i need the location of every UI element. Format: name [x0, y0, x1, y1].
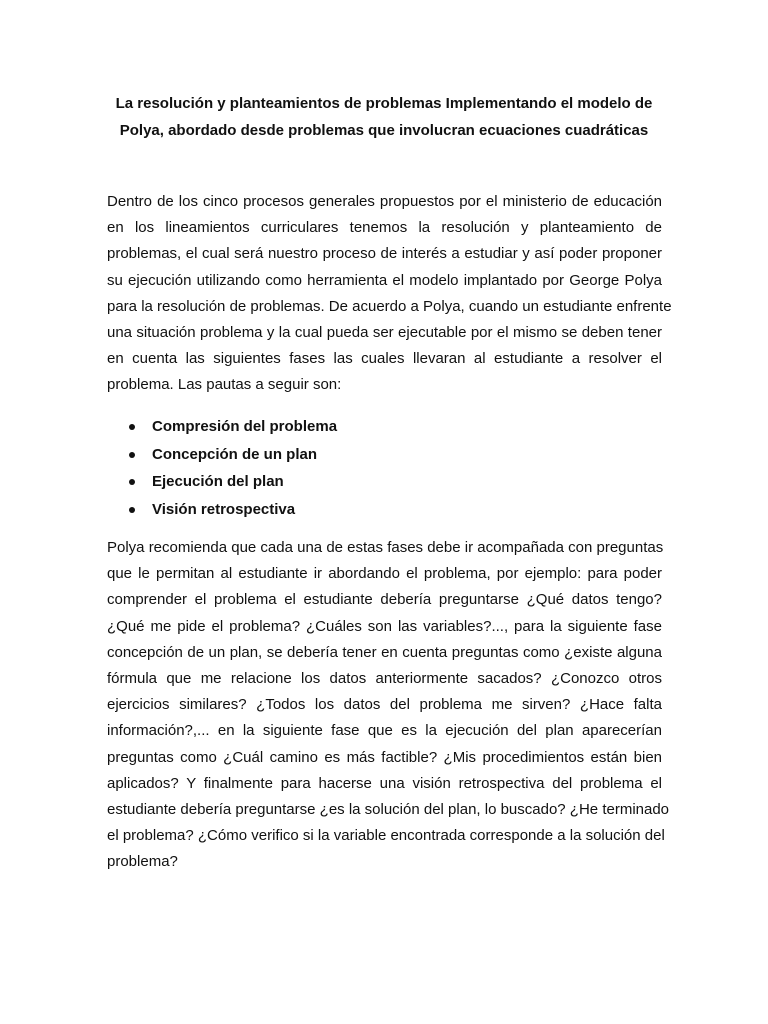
paragraph-line: en los lineamientos curriculares tenemos la resolución y planteamiento de	[107, 219, 662, 237]
paragraph-line: preguntas como ¿Cuál camino es más factible? ¿Mis procedimientos están bien	[107, 748, 662, 766]
paragraph-line: ¿Qué me pide el problema? ¿Cuáles son las variables?..., para la siguiente fase	[107, 617, 662, 635]
intro-paragraph	[107, 189, 672, 399]
paragraph-line: información?,... en la siguiente fase que es la ejecución del plan aparecerían	[107, 722, 662, 740]
paragraph-line: el problema? ¿Cómo verifico si la variable encontrada corresponde a la solución del	[107, 827, 665, 845]
paragraph-line: su ejecución utilizando como herramienta el modelo implantado por George Polya	[107, 271, 662, 289]
bullet-dot-icon	[129, 479, 135, 485]
bullet-dot-icon	[129, 452, 135, 458]
paragraph-line: en cuenta las siguientes fases las cuales llevaran al estudiante a resolver el	[107, 350, 662, 368]
bullet-item	[107, 496, 662, 524]
paragraph-line: concepción de un plan, se debería tener en cuenta preguntas como ¿existe alguna	[107, 643, 662, 661]
bullet-text: Compresión del problema	[152, 418, 338, 435]
bullet-text: Ejecución del plan	[152, 473, 284, 490]
phases-bullet-list	[107, 413, 662, 523]
questions-paragraph	[107, 535, 670, 876]
paragraph-line: comprender el problema el estudiante debería preguntarse ¿Qué datos tengo?	[107, 591, 662, 609]
paragraph-line: problema. Las pautas a seguir son:	[107, 376, 342, 394]
paragraph-line: una situación problema y la cual pueda ser ejecutable por el mismo se deben tener	[107, 324, 662, 342]
document-title	[80, 90, 688, 144]
bullet-dot-icon	[129, 424, 135, 430]
bullet-text: Concepción de un plan	[152, 445, 318, 463]
paragraph-line: estudiante debería preguntarse ¿es la solución del plan, lo buscado? ¿He terminado	[107, 801, 670, 819]
paragraph-line: para la resolución de problemas. De acuerdo a Polya, cuando un estudiante enfrente	[107, 297, 672, 315]
paragraph-line: aplicados? Y finalmente para hacerse una visión retrospectiva del problema el	[107, 774, 662, 792]
title-line-2: Polya, abordado desde problemas que involucran ecuaciones cuadráticas	[119, 122, 649, 139]
bullet-item	[107, 441, 662, 469]
paragraph-line: Polya recomienda que cada una de estas fases debe ir acompañada con preguntas	[107, 539, 664, 556]
paragraph-line: Dentro de los cinco procesos generales propuestos por el ministerio de educación	[107, 193, 662, 210]
bullet-item	[107, 468, 662, 496]
paragraph-line: problemas, el cual será nuestro proceso de interés a estudiar y así poder proponer	[107, 245, 662, 263]
paragraph-line: problema?	[107, 853, 178, 871]
bullet-text: Visión retrospectiva	[152, 500, 296, 518]
bullet-item	[107, 413, 662, 441]
title-line-1: La resolución y planteamientos de problemas Implementando el modelo de	[115, 95, 653, 112]
paragraph-line: que le permitan al estudiante ir abordando el problema, por ejemplo: para poder	[107, 565, 662, 583]
paragraph-line: fórmula que me relacione los datos anteriormente sacados? ¿Conozco otros	[107, 670, 662, 688]
bullet-dot-icon	[129, 507, 135, 513]
paragraph-line: ejercicios similares? ¿Todos los datos del problema me sirven? ¿Hace falta	[107, 696, 662, 714]
